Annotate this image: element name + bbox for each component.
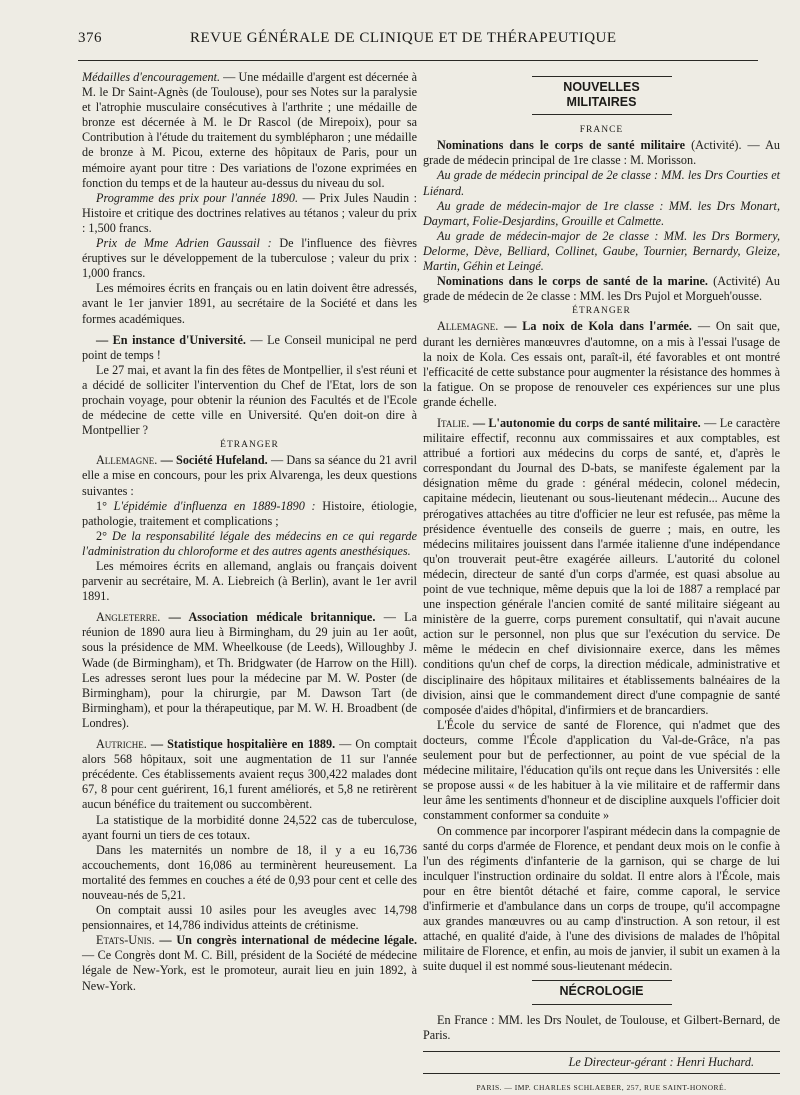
section-label-france: FRANCE	[579, 125, 624, 136]
paragraph-germany: Allemagne. — Société Hufeland. — Dans sa séance du 21 avril elle a mise en concours, pour les prix Alvarenga, les deux questions suivantes :	[82, 453, 418, 498]
paragraph-medals: Médailles d'encouragement. — Une médaille d'argent est décernée à M. le Dr Saint-Agnès (de Toulouse), pour ses Notes sur la paralysie et l'atrophie musculaire consécutives à l'arthrite ; une médaille de bronze est décernée à M. le Dr Rascol (de Mirepoix), pour sa Contribution à l'étude du traitement du symblépharon ; une médaille de bronze à M. Picou, externe des hôpitaux de Paris, pour un mémoire ayant pour titre : Des variations de l'ozone exprimées en fonction du temps et de la hauteur au-dessus du niveau du sol.	[82, 70, 418, 190]
paragraph-necrology: En France : MM. les Drs Noulet, de Toulouse, et Gilbert-Bernard, de Paris.	[423, 1012, 780, 1042]
paragraph-nominations-army: Nominations dans le corps de santé militaire (Activité). — Au grade de médecin principal de 1re classe : M. Morisson.	[423, 138, 780, 168]
signature-rule-bottom	[423, 1073, 780, 1074]
section-label-etranger: ÉTRANGER	[220, 440, 279, 451]
section-label-etranger-right: ÉTRANGER	[572, 306, 631, 317]
paragraph-principal-2: Au grade de médecin principal de 2e classe : MM. les Drs Courties et Liénard.	[423, 168, 780, 198]
paragraph-florence-school: L'École du service de santé de Florence, qui n'admet que des docteurs, comme l'École d'application du Val-de-Grâce, n'a pas seulement pour but de perfectionner, au point de vue spécial de la médecine militaire, l'éducation qu'ils ont reçue dans les Universités : elle se propose aussi « de les habituer à la vie militaire et de raffermir dans leur âme les sentiments d'honneur et de discipline auxquels l'officier doit constamment conformer sa conduite »	[423, 717, 780, 823]
paragraph-florence-training: On commence par incorporer l'aspirant médecin dans la compagnie de santé du corps d'armée de Florence, et pendant deux mois on le confie à l'un des régiments d'infanterie de la garnison, qui se charge de lui inculquer l'instruction ordinaire du soldat. Il entre alors à l'École, mais pour en être bientôt détaché et faire, comme caporal, le service d'infirmerie et d'ambulance dans un corps de troupe, qu'il accompagne aux grandes manœuvres ou au camp d'instruction. A son retour, il est attaché, en qualité d'aide, à l'une des divisions de malades de l'hôpital militaire de Florence, et enfin, au mois de janvier, il subit un examen à la suite duquel il est nommé sous-lieutenant médecin.	[423, 823, 780, 974]
paragraph-nominations-navy: Nominations dans le corps de santé de la marine. (Activité) Au grade de médecin de 2e classe : MM. les Drs Pujol et Morgueh'ousse.	[423, 274, 780, 304]
header-rule	[78, 60, 758, 61]
right-column	[423, 70, 780, 1095]
section-title-military: NOUVELLES MILITAIRES	[532, 76, 672, 115]
paragraph-german-memoirs: Les mémoires écrits en allemand, anglais ou français doivent parvenir au secrétaire, M. A. Liebreich (à Berlin), avant le 1er avril 1891.	[82, 559, 417, 604]
section-military-news	[423, 76, 780, 115]
signature-rule-top	[423, 1051, 780, 1052]
paragraph-asylums: On comptait aussi 10 asiles pour les aveugles avec 14,798 pensionnaires, et 14,786 individus atteints de crétinisme.	[82, 903, 417, 933]
paragraph-italy: Italie. — L'autonomie du corps de santé militaire. — Le caractère militaire effectif, reconnu aux commissaires et aux comptables, est attribué a fortiori aux médecins du corps de santé, et, d'après le correspondant du Journal des D-bats, se manifeste également par la désignation même du grade : général médecin, colonel médecin, capitaine médecin, lieutenant ou sous-lieutenant médecin... Aucune des prérogatives attachées au titre d'officier ne leur est refusée, pas même la présidence éventuelle des conseils de guerre ; mais, en outre, les médecins militaires jouissent dans l'armée italienne d'une indépendance qu'on trouverait peut-être exagérée ailleurs. L'autorité du colonel médecin, directeur de santé d'un corps d'armée, est quasi absolue au point de vue technique, même depuis que la loi de 1887 a remplacé par une inspection générale l'ancien comité de santé militaire siégeant au ministère de la guerre, corps purement consultatif, qui n'avait aucune action sur le personnel, non plus que sur l'exécution du service. De même le médecin en chef divisionnaire exerce, dans les mêmes conditions qu'un chef de corps, la direction médicale, administrative et disciplinaire des hôpitaux militaires et établissements balnéaires de la division, ainsi que le commandement direct d'une compagnie de santé composée d'aides d'hôpital, d'infirmiers et de brancardiers.	[423, 415, 781, 717]
paragraph-morbidity: La statistique de la morbidité donne 24,522 cas de tuberculose, ayant fourni un tiers de ces totaux.	[82, 812, 417, 842]
paragraph-montpellier: Le 27 mai, et avant la fin des fêtes de Montpellier, il s'est réuni et a décidé de solliciter l'intervention du Chef de l'Etat, lors de son prochain voyage, pour obtenir la réunion des Facultés et de l'Ecole de médecine de cette ville en Université. Qu'en doit-on dire à Montpellier ?	[82, 362, 417, 438]
paragraph-submission: Les mémoires écrits en français ou en latin doivent être adressés, avant le 1er janvier 1891, au secrétaire de la Société et dans les formes académiques.	[82, 281, 417, 326]
paragraph-maternity: Dans les maternités un nombre de 18, il y a eu 16,736 accouchements, dont 16,086 au terminèrent heureusement. La mortalité des femmes en couches a été de 0,93 pour cent et celle des nouveau-nés de 5,21.	[82, 842, 417, 902]
printer-imprint: PARIS. — IMP. CHARLES SCHLAEBER, 257, RUE SAINT-HONORÉ.	[476, 1082, 727, 1092]
paragraph-major-1: Au grade de médecin-major de 1re classe : MM. les Drs Monart, Daymart, Folie-Desjardins, Grouille et Calmette.	[423, 198, 780, 228]
page-number: 376	[78, 30, 102, 46]
paragraph-prize-gaussail: Prix de Mme Adrien Gaussail : De l'influence des fièvres éruptives sur le développement de la tuberculose ; valeur du prix : 1,000 francs.	[82, 236, 417, 281]
paragraph-question-1: 1° L'épidémie d'influenza en 1889-1890 : Histoire, étiologie, pathologie, traitement et complications ;	[82, 498, 417, 528]
paragraph-question-2: 2° De la responsabilité légale des médecins en ce qui regarde l'administration du chloroforme et des autres agents anesthésiques.	[82, 528, 417, 558]
paragraph-austria: Autriche. — Statistique hospitalière en 1889. — On comptait alors 568 hôpitaux, soit une augmentation de 11 sur l'année précédente. Ces établissements avaient reçus 300,422 malades dont 67, 8 pour cent guérirent, 16,1 furent améliorés, et 5,8 ne retirèrent aucun bénéfice du traitement ou succombèrent.	[82, 737, 417, 812]
paragraph-england: Angleterre. — Association médicale britannique. — La réunion de 1890 aura lieu à Birmingham, du 29 juin au 1er août, sous la présidence de MM. Wheelkouse (de Leeds), Willoughby J. Wade (de Birmingham), et Th. Bridgwater (de Harrow on the Hill). Les adresses seront lues pour la médecine par M. W. Poster (de Birmingham), pour la chirurgie, par M. Dawson Tart (de Birmingham), et pour la thérapeutique, par M. W. H. Broadbent (de Londres).	[82, 610, 418, 730]
journal-title: REVUE GÉNÉRALE DE CLINIQUE ET DE THÉRAPEUTIQUE	[190, 30, 617, 46]
paragraph-university: — En instance d'Université. — Le Conseil municipal ne perd point de temps !	[82, 332, 418, 362]
left-column	[82, 70, 417, 994]
paragraph-usa: Etats-Unis. — Un congrès international de médecine légale. — Ce Congrès dont M. C. Bill, président de la Société de médecine légale de New-York, est le promoteur, aurait lieu en juin 1892, à New-York.	[82, 933, 417, 993]
paragraph-prize-program: Programme des prix pour l'année 1890. — Prix Jules Naudin : Histoire et critique des doctrines relatives au tétanos ; valeur du prix : 1,500 francs.	[82, 190, 417, 235]
section-necrology	[423, 980, 780, 1004]
director-signature: Le Directeur-gérant : Henri Huchard.	[568, 1054, 754, 1069]
paragraph-major-2: Au grade de médecin-major de 2e classe : MM. les Drs Bormery, Delorme, Dève, Belliard, Collinet, Gaube, Tournier, Bernardy, Gleize, Martin, Géhin et Leingé.	[423, 228, 780, 274]
section-title-necrology: NÉCROLOGIE	[532, 980, 672, 1004]
page-header	[78, 30, 758, 52]
paragraph-kola: Allemagne. — La noix de Kola dans l'armée. — On sait que, durant les dernières manœuvres d'automne, on a mis à l'essai l'usage de la noix de Kola. Ces essais ont, paraît-il, été favorables et ont montré l'efficacité de cette substance pour augmenter la résistance des hommes à la fatigue. On se propose de renouveler ces expériences sur une plus grande échelle.	[423, 319, 781, 409]
